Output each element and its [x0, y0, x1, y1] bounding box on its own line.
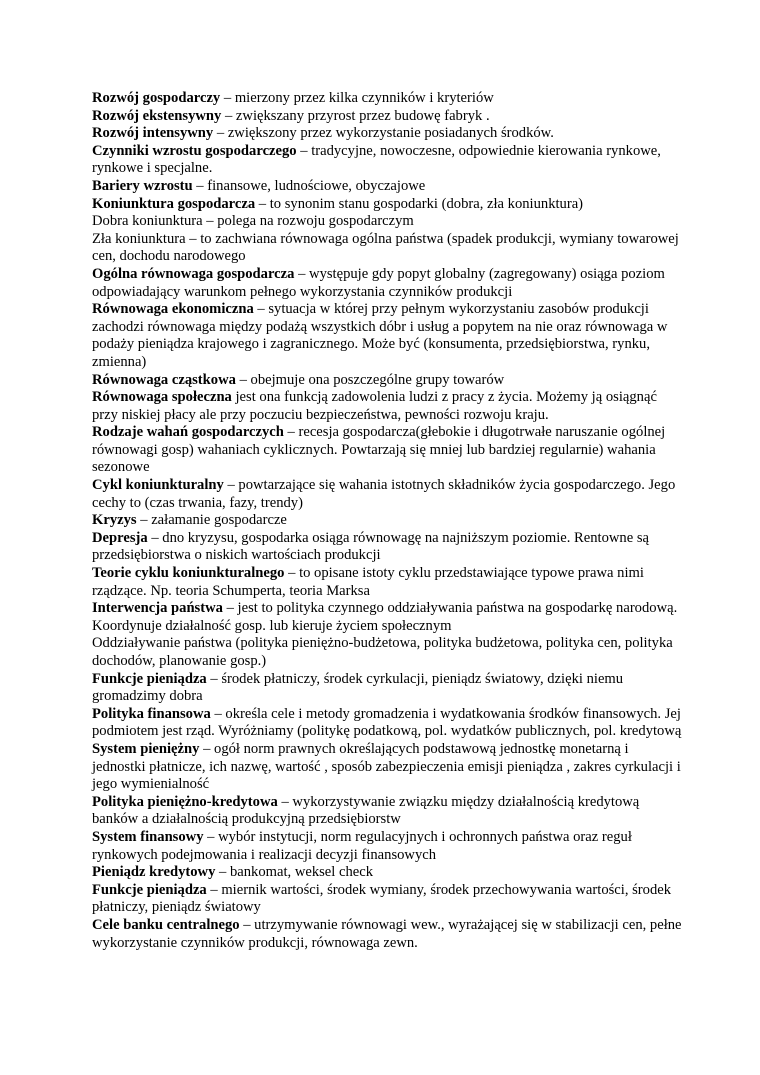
definition: – powtarzające się wahania istotnych składników życia gospodarczego. Jego cechy to (czas trwania, fazy, trendy): [92, 477, 676, 511]
paragraph: [92, 635, 682, 670]
definition: – wybór instytucji, norm regulacyjnych i ochronnych państwa oraz reguł rynkowych podejmowania i realizacji decyzji finansowych: [92, 828, 632, 863]
paragraph: [92, 600, 682, 635]
paragraph: [92, 143, 682, 178]
paragraph: [92, 231, 682, 266]
term: Funkcje pieniądza: [92, 881, 207, 898]
definition: – tradycyjne, nowoczesne, odpowiednie kierowania rynkowe, rynkowe i specjalne.: [92, 142, 661, 177]
term: Polityka pieniężno-kredytowa: [92, 793, 278, 810]
definition: – zwiększany przyrost przez budowę fabryk .: [221, 107, 490, 124]
definition: jest ona funkcją zadowolenia ludzi z pracy z życia. Możemy ją osiągnąć przy niskiej płacy ale przy poczuciu bezpieczeństwa, pewności rozwoju kraju.: [92, 389, 657, 423]
definition: – finansowe, ludnościowe, obyczajowe: [192, 177, 426, 194]
definition: Zła koniunktura – to zachwiana równowaga ogólna państwa (spadek produkcji, wymiany towarowej cen, dochodu narodowego: [92, 230, 679, 265]
definition: – obejmuje ona poszczególne grupy towarów: [235, 371, 505, 388]
term: Interwencja państwa: [92, 600, 223, 617]
term: Równowaga społeczna: [92, 389, 232, 406]
paragraph: [92, 882, 682, 917]
term: Funkcje pieniądza: [92, 670, 207, 687]
term: Równowaga ekonomiczna: [92, 301, 254, 318]
term: Rozwój ekstensywny: [92, 107, 222, 124]
definition: – to opisane istoty cyklu przedstawiające typowe prawa nimi rządzące. Np. teoria Schumperta, teoria Marksa: [92, 565, 644, 599]
definition: – mierzony przez kilka czynników i kryteriów: [220, 90, 494, 106]
term: Cykl koniunkturalny: [92, 477, 224, 494]
term: Polityka finansowa: [92, 705, 211, 722]
paragraph: [92, 125, 682, 143]
paragraph: [92, 671, 682, 706]
paragraph: [92, 512, 682, 530]
definition: – jest to polityka czynnego oddziaływania państwa na gospodarkę narodową. Koordynuje działalność gosp. lub kieruje życiem społecznym: [92, 600, 678, 634]
definition: Dobra koniunktura – polega na rozwoju gospodarczym: [92, 213, 414, 230]
paragraph: [92, 301, 682, 371]
term: Teorie cyklu koniunkturalnego: [92, 565, 285, 582]
paragraph: [92, 741, 682, 794]
paragraph: [92, 266, 682, 301]
term: Koniunktura gospodarcza: [92, 195, 256, 212]
definition: – to synonim stanu gospodarki (dobra, zła koniunktura): [255, 195, 584, 212]
paragraph: [92, 90, 682, 108]
paragraph: [92, 565, 682, 600]
definition: – dno kryzysu, gospodarka osiąga równowagę na najniższym poziomie. Rentowne są przedsiębiorstwa o niskich wartościach produkcji: [92, 529, 650, 564]
paragraph: [92, 389, 682, 424]
paragraph: [92, 196, 682, 214]
definition: – środek płatniczy, środek cyrkulacji, pieniądz światowy, dzięki niemu gromadzimy dobra: [92, 670, 624, 705]
definition: – ogół norm prawnych określających podstawową jednostkę monetarną i jednostki płatnicze, ich nazwę, wartość , sposób zabezpieczenia emisji pieniądza , zakres cyrkulacji i jego wymienialność: [92, 740, 681, 793]
definition: – recesja gospodarcza(głebokie i długotrwałe naruszanie ogólnej równowagi gosp) wahaniach cyklicznych. Powtarzają się mniej lub bardziej regularnie) wahania sezonowe: [92, 424, 666, 476]
paragraph: [92, 864, 682, 882]
term: Rozwój intensywny: [92, 125, 214, 142]
paragraph: [92, 477, 682, 512]
paragraph: [92, 372, 682, 390]
term: Kryzys: [92, 512, 137, 529]
term: Depresja: [92, 529, 148, 546]
definition: – bankomat, weksel check: [215, 864, 374, 881]
term: System pieniężny: [92, 740, 200, 757]
paragraph: [92, 108, 682, 126]
definition: – wykorzystywanie związku między działalnością kredytową banków a działalnością produkcyjną przedsiębiorstw: [92, 793, 640, 828]
term: Równowaga cząstkowa: [92, 371, 236, 388]
document-body: [92, 90, 682, 952]
term: Pieniądz kredytowy: [92, 864, 216, 881]
term: Bariery wzrostu: [92, 177, 193, 194]
definition: – załamanie gospodarcze: [136, 512, 287, 529]
definition: – miernik wartości, środek wymiany, środek przechowywania wartości, środek płatniczy, pieniądz światowy: [92, 881, 672, 916]
paragraph: [92, 178, 682, 196]
paragraph: [92, 794, 682, 829]
definition: – sytuacja w której przy pełnym wykorzystaniu zasobów produkcji zachodzi równowaga między podażą wszystkich dóbr i usług a popytem na nie oraz równowaga w podaży pieniądza krajowego i zagranicznego. Może być (konsumenta, przedsiębiorstwa, rynku, zmienna): [92, 301, 668, 370]
paragraph: [92, 530, 682, 565]
term: Czynniki wzrostu gospodarczego: [92, 142, 297, 159]
paragraph: [92, 424, 682, 477]
paragraph: [92, 213, 682, 231]
definition: – zwiększony przez wykorzystanie posiadanych środków.: [213, 125, 554, 142]
paragraph: [92, 706, 682, 741]
term: System finansowy: [92, 828, 204, 845]
definition: – występuje gdy popyt globalny (zagregowany) osiąga poziom odpowiadający warunkom pełnego wykorzystania czynników produkcji: [92, 265, 665, 300]
term: Rozwój gospodarczy: [92, 90, 221, 106]
term: Cele banku centralnego: [92, 916, 240, 933]
definition: – określa cele i metody gromadzenia i wydatkowania środków finansowych. Jej podmiotem jest rząd. Wyróżniamy (politykę podatkową, pol. wydatków publicznych, pol. kredytową: [92, 705, 682, 740]
paragraph: [92, 829, 682, 864]
definition: Oddziaływanie państwa (polityka pieniężno-budżetowa, polityka budżetowa, polityka cen, polityka dochodów, planowanie gosp.): [92, 635, 673, 669]
definition: – utrzymywanie równowagi wew., wyrażającej się w stabilizacji cen, pełne wykorzystanie czynników produkcji, równowaga zewn.: [92, 916, 682, 951]
term: Ogólna równowaga gospodarcza: [92, 265, 295, 282]
paragraph: [92, 917, 682, 952]
term: Rodzaje wahań gospodarczych: [92, 424, 284, 441]
